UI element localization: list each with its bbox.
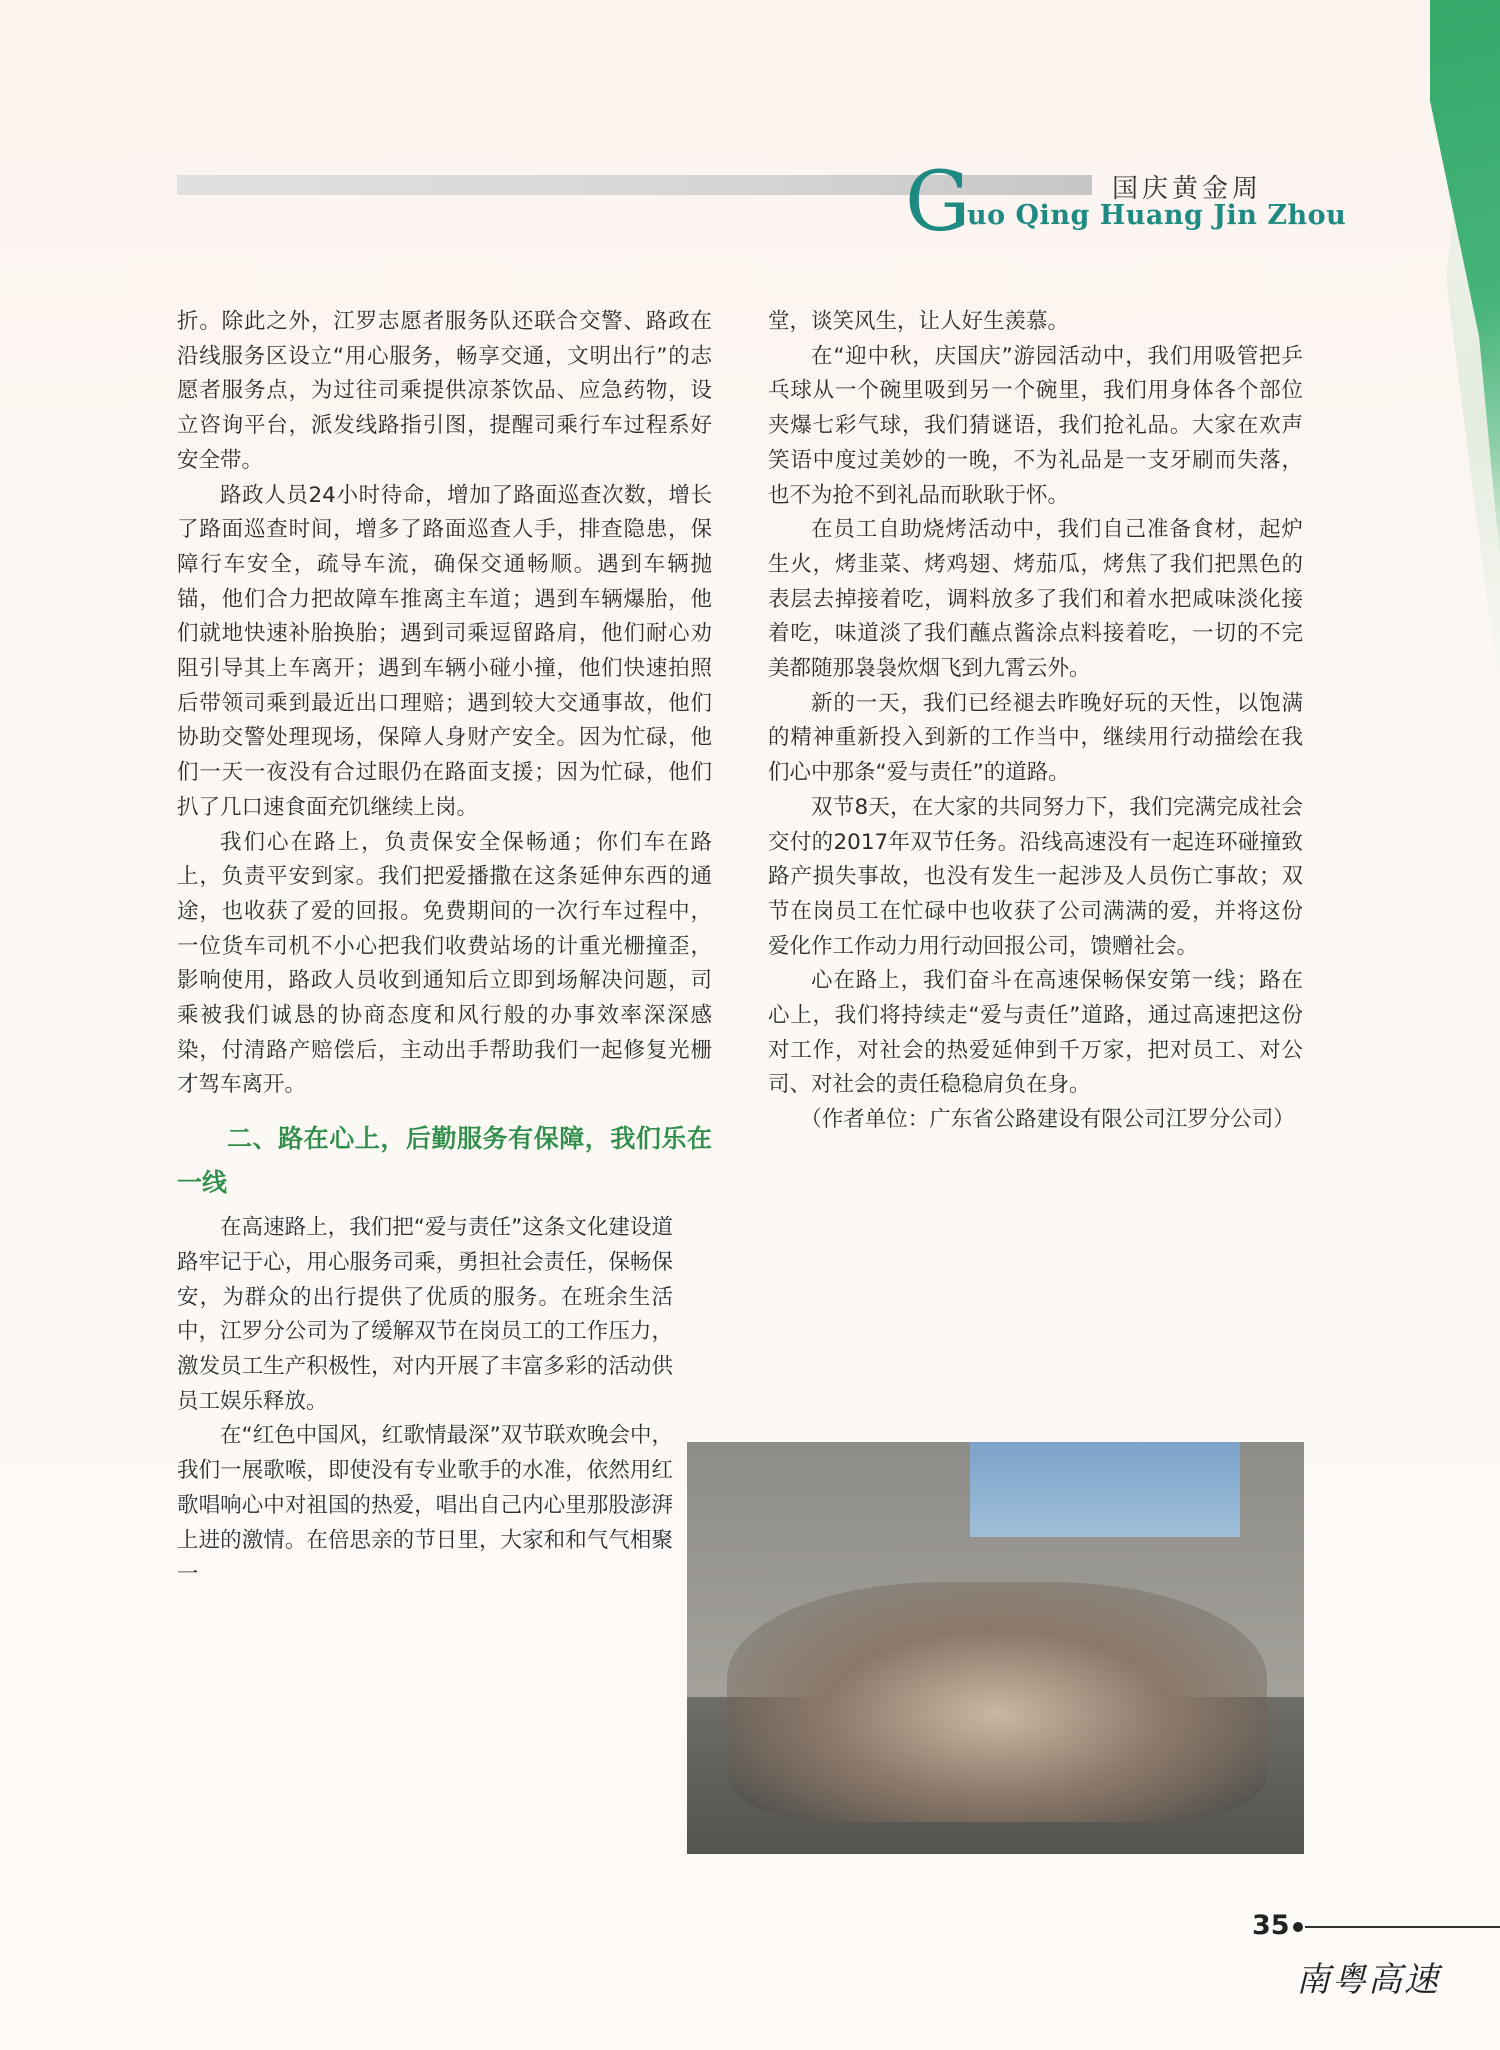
paragraph: 双节8天，在大家的共同努力下，我们完满完成社会交付的2017年双节任务。沿线高速没有一起连环碰撞致路产损失事故，也没有发生一起涉及人员伤亡事故；双节在岗员工在忙碌中也收获了公司满满的爱，并将这份爱化作工作动力用行动回报公司，馈赠社会。 bbox=[768, 794, 1303, 959]
group-photo bbox=[687, 1442, 1304, 1854]
section-heading: 二、路在心上，后勤服务有保障，我们乐在一线 bbox=[177, 1124, 712, 1198]
paragraph: 在“红色中国风，红歌情最深”双节联欢晚会中，我们一展歌喉，即使没有专业歌手的水准，依然用红歌唱响心中对祖国的热爱，唱出自己内心里那股澎湃上进的激情。在倍思亲的节日里，大家和和气气相聚一 bbox=[177, 1423, 673, 1588]
paragraph: 堂，谈笑风生，让人好生羡慕。 bbox=[768, 309, 1070, 334]
header-initial: G bbox=[905, 155, 971, 250]
photo-crowd bbox=[727, 1582, 1267, 1822]
paragraph: 在“迎中秋，庆国庆”游园活动中，我们用吸管把乒乓球从一个碗里吸到另一个碗里，我们用身体各个部位夹爆七彩气球，我们猜谜语，我们抢礼品。大家在欢声笑语中度过美妙的一晚，不为礼品是一支牙刷而失落，也不为抢不到礼品而耿耿于怀。 bbox=[768, 343, 1303, 508]
footer-rule bbox=[1305, 1926, 1500, 1928]
author-credit: （作者单位：广东省公路建设有限公司江罗分公司） bbox=[800, 1107, 1295, 1133]
paragraph: 新的一天，我们已经褪去昨晚好玩的天性，以饱满的精神重新投入到新的工作当中，继续用行动描绘在我们心中那条“爱与责任”的道路。 bbox=[768, 690, 1303, 786]
paragraph: 折。除此之外，江罗志愿者服务队还联合交警、路政在沿线服务区设立“用心服务，畅享交通，文明出行”的志愿者服务点，为过往司乘提供凉茶饮品、应急药物，设立咨询平台，派发线路指引图，提醒司乘行车过程系好安全带。 bbox=[177, 309, 712, 473]
paragraph: 在高速路上，我们把“爱与责任”这条文化建设道路牢记于心，用心服务司乘，勇担社会责任，保畅保安，为群众的出行提供了优质的服务。在班余生活中，江罗分公司为了缓解双节在岗员工的工作压力，激发员工生产积极性，对内开展了丰富多彩的活动供员工娱乐释放。 bbox=[177, 1215, 673, 1414]
right-column bbox=[768, 305, 1303, 1138]
photo-projection-screen bbox=[970, 1442, 1240, 1537]
paragraph: 在员工自助烧烤活动中，我们自己准备食材，起炉生火，烤韭菜、烤鸡翅、烤茄瓜，烤焦了我们把黑色的表层去掉接着吃，调料放多了我们和着水把咸味淡化接着吃，味道淡了我们蘸点酱涂点料接着吃，一切的不完美都随那袅袅炊烟飞到九霄云外。 bbox=[768, 517, 1303, 682]
left-column bbox=[177, 305, 712, 1593]
page-dot-icon bbox=[1293, 1922, 1303, 1932]
section-subtitle: uo Qing Huang Jin Zhou bbox=[967, 200, 1347, 231]
paragraph: 心在路上，我们奋斗在高速保畅保安第一线；路在心上，我们将持续走“爱与责任”道路，通过高速把这份对工作，对社会的热爱延伸到千万家，把对员工、对公司、对社会的责任稳稳肩负在身。 bbox=[768, 968, 1303, 1098]
section-title: 国庆黄金周 bbox=[1112, 174, 1263, 204]
paragraph: 路政人员24小时待命，增加了路面巡查次数，增长了路面巡查时间，增多了路面巡查人手，排查隐患，保障行车安全，疏导车流，确保交通畅顺。遇到车辆抛锚，他们合力把故障车推离主车道；遇到车辆爆胎，他们就地快速补胎换胎；遇到司乘逗留路肩，他们耐心劝阻引导其上车离开；遇到车辆小碰小撞，他们快速拍照后带领司乘到最近出口理赔；遇到较大交通事故，他们协助交警处理现场，保障人身财产安全。因为忙碌，他们一天一夜没有合过眼仍在路面支援；因为忙碌，他们扒了几口速食面充饥继续上岗。 bbox=[177, 482, 712, 820]
page-number: 35 bbox=[1252, 1910, 1290, 1941]
paragraph: 我们心在路上，负责保安全保畅通；你们车在路上，负责平安到家。我们把爱播撒在这条延伸东西的通途，也收获了爱的回报。免费期间的一次行车过程中，一位货车司机不小心把我们收费站场的计重光栅撞歪，影响使用，路政人员收到通知后立即到场解决问题，司乘被我们诚恳的协商态度和风行般的办事效率深深感染，付清路产赔偿后，主动出手帮助我们一起修复光栅才驾车离开。 bbox=[177, 829, 712, 1098]
brand-logo: 南粤高速 bbox=[1296, 1960, 1440, 2000]
